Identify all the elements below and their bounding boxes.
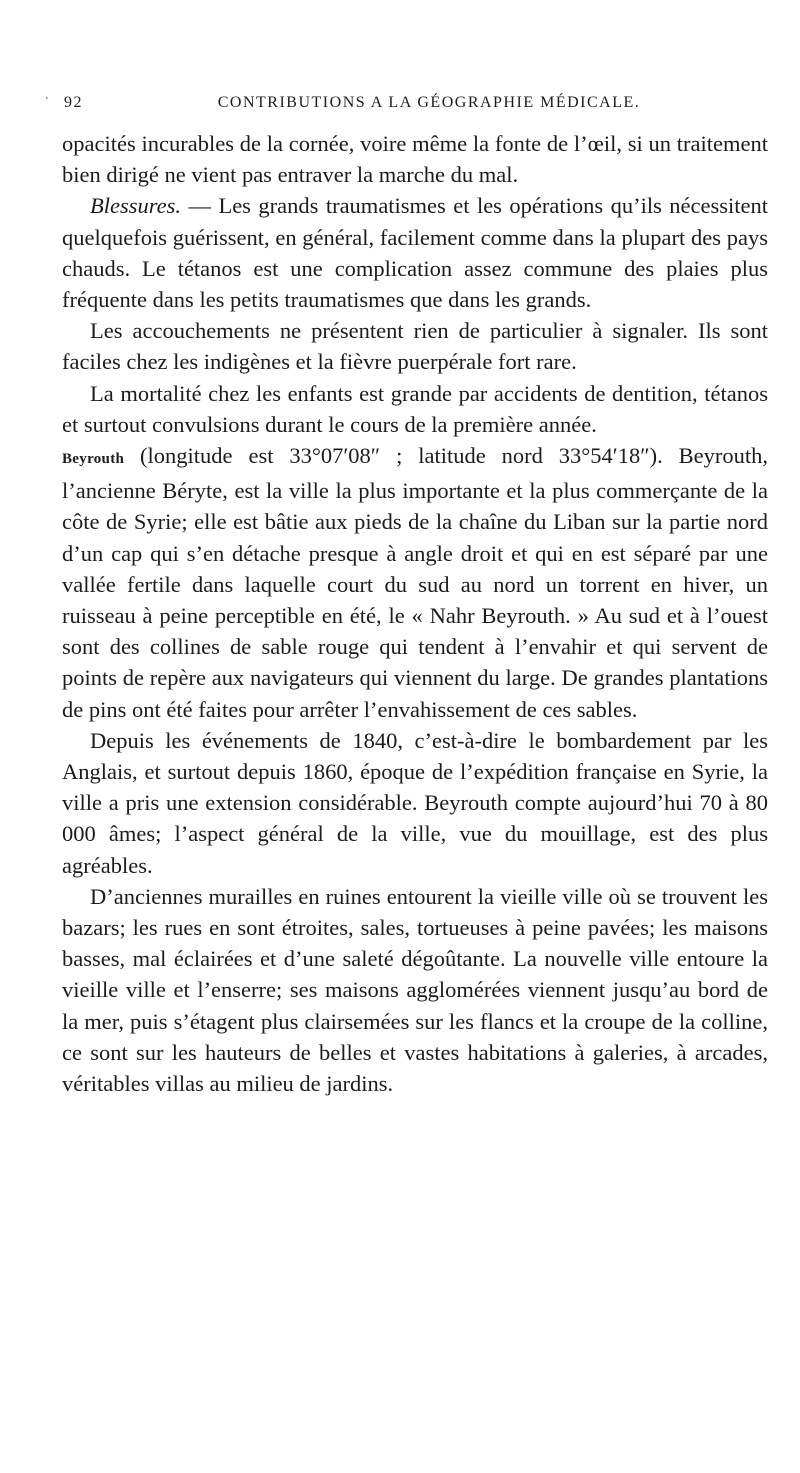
paragraph-blessures: [62, 190, 768, 315]
paragraph-mortalite: La mortalité chez les enfants est grande par accidents de dentition, tétanos et surtout convulsions durant le cours de la première année.: [62, 380, 768, 437]
paragraph-murailles: D’anciennes murailles en ruines entourent la vieille ville où se trouvent les bazars; les rues en sont étroites, sales, tortueuses à peine pavées; les maisons basses, mal éclairées et d’une saleté dégoûtante. La nouvelle ville entoure la vieille ville et l’enserre; ses maisons agglomérées viennent jusqu’au bord de la mer, puis s’étagent plus clairsemées sur les flancs et la croupe de la colline, ce sont sur les hauteurs de belles et vastes habitations à galeries, à arcades, véritables villas au milieu de jardins.: [62, 883, 768, 1097]
running-title: CONTRIBUTIONS A LA GÉOGRAPHIE MÉDICALE.: [217, 94, 641, 111]
paragraph-evenements: Depuis les événements de 1840, c’est-à-dire le bombardement par les Anglais, et surtout depuis 1860, époque de l’expédition française en Syrie, la ville a pris une extension considérable. Beyrouth compte aujourd’hui 70 à 80 000 âmes; l’aspect général de la ville, vue du mouillage, est des plus agréables.: [62, 727, 768, 878]
body-text: [62, 128, 768, 1099]
paragraph-beyrouth-text: (longitude est 33°07′08″ ; latitude nord 33°54′18″). Beyrouth, l’ancienne Béryte, est la ville la plus importante et la plus commerçante de la côte de Syrie; elle est bâtie aux pieds de la chaîne du Liban sur la partie nord d’un cap qui s’en détache presque à angle droit et qui en est séparé par une vallée fertile dans laquelle court du sud au nord un torrent en hiver, un ruisseau à peine perceptible en été, le « Nahr Beyrouth. » Au sud et à l’ouest sont des collines de sable rouge qui tendent à l’envahir et qui servent de points de repère aux navigateurs qui viennent du large. De grandes plantations de pins ont été faites pour arrêter l’envahissement de ces sables.: [62, 443, 768, 722]
paragraph-accouchements: Les accouchements ne présentent rien de particulier à signaler. Ils sont faciles chez les indigènes et la fièvre puerpérale fort rare.: [62, 318, 768, 375]
paragraph-continuation: opacités incurables de la cornée, voire même la fonte de l’œil, si un traitement bien dirigé ne vient pas entraver la marche du mal.: [62, 131, 768, 188]
margin-mark: ': [46, 96, 48, 107]
paragraph-blessures-text: — Les grands traumatismes et les opérations qu’ils nécessitent quelquefois guérissent, en général, facilement comme dans la plupart des pays chauds. Le tétanos est une complication assez commune des plaies plus fréquente dans les petits traumatismes que dans les grands.: [62, 193, 768, 313]
section-heading-beyrouth: Beyrouth: [62, 451, 125, 468]
section-heading-blessures: Blessures.: [90, 193, 182, 219]
page-number: 92: [64, 94, 83, 111]
paragraph-beyrouth: [62, 440, 768, 725]
running-header: [60, 94, 770, 116]
